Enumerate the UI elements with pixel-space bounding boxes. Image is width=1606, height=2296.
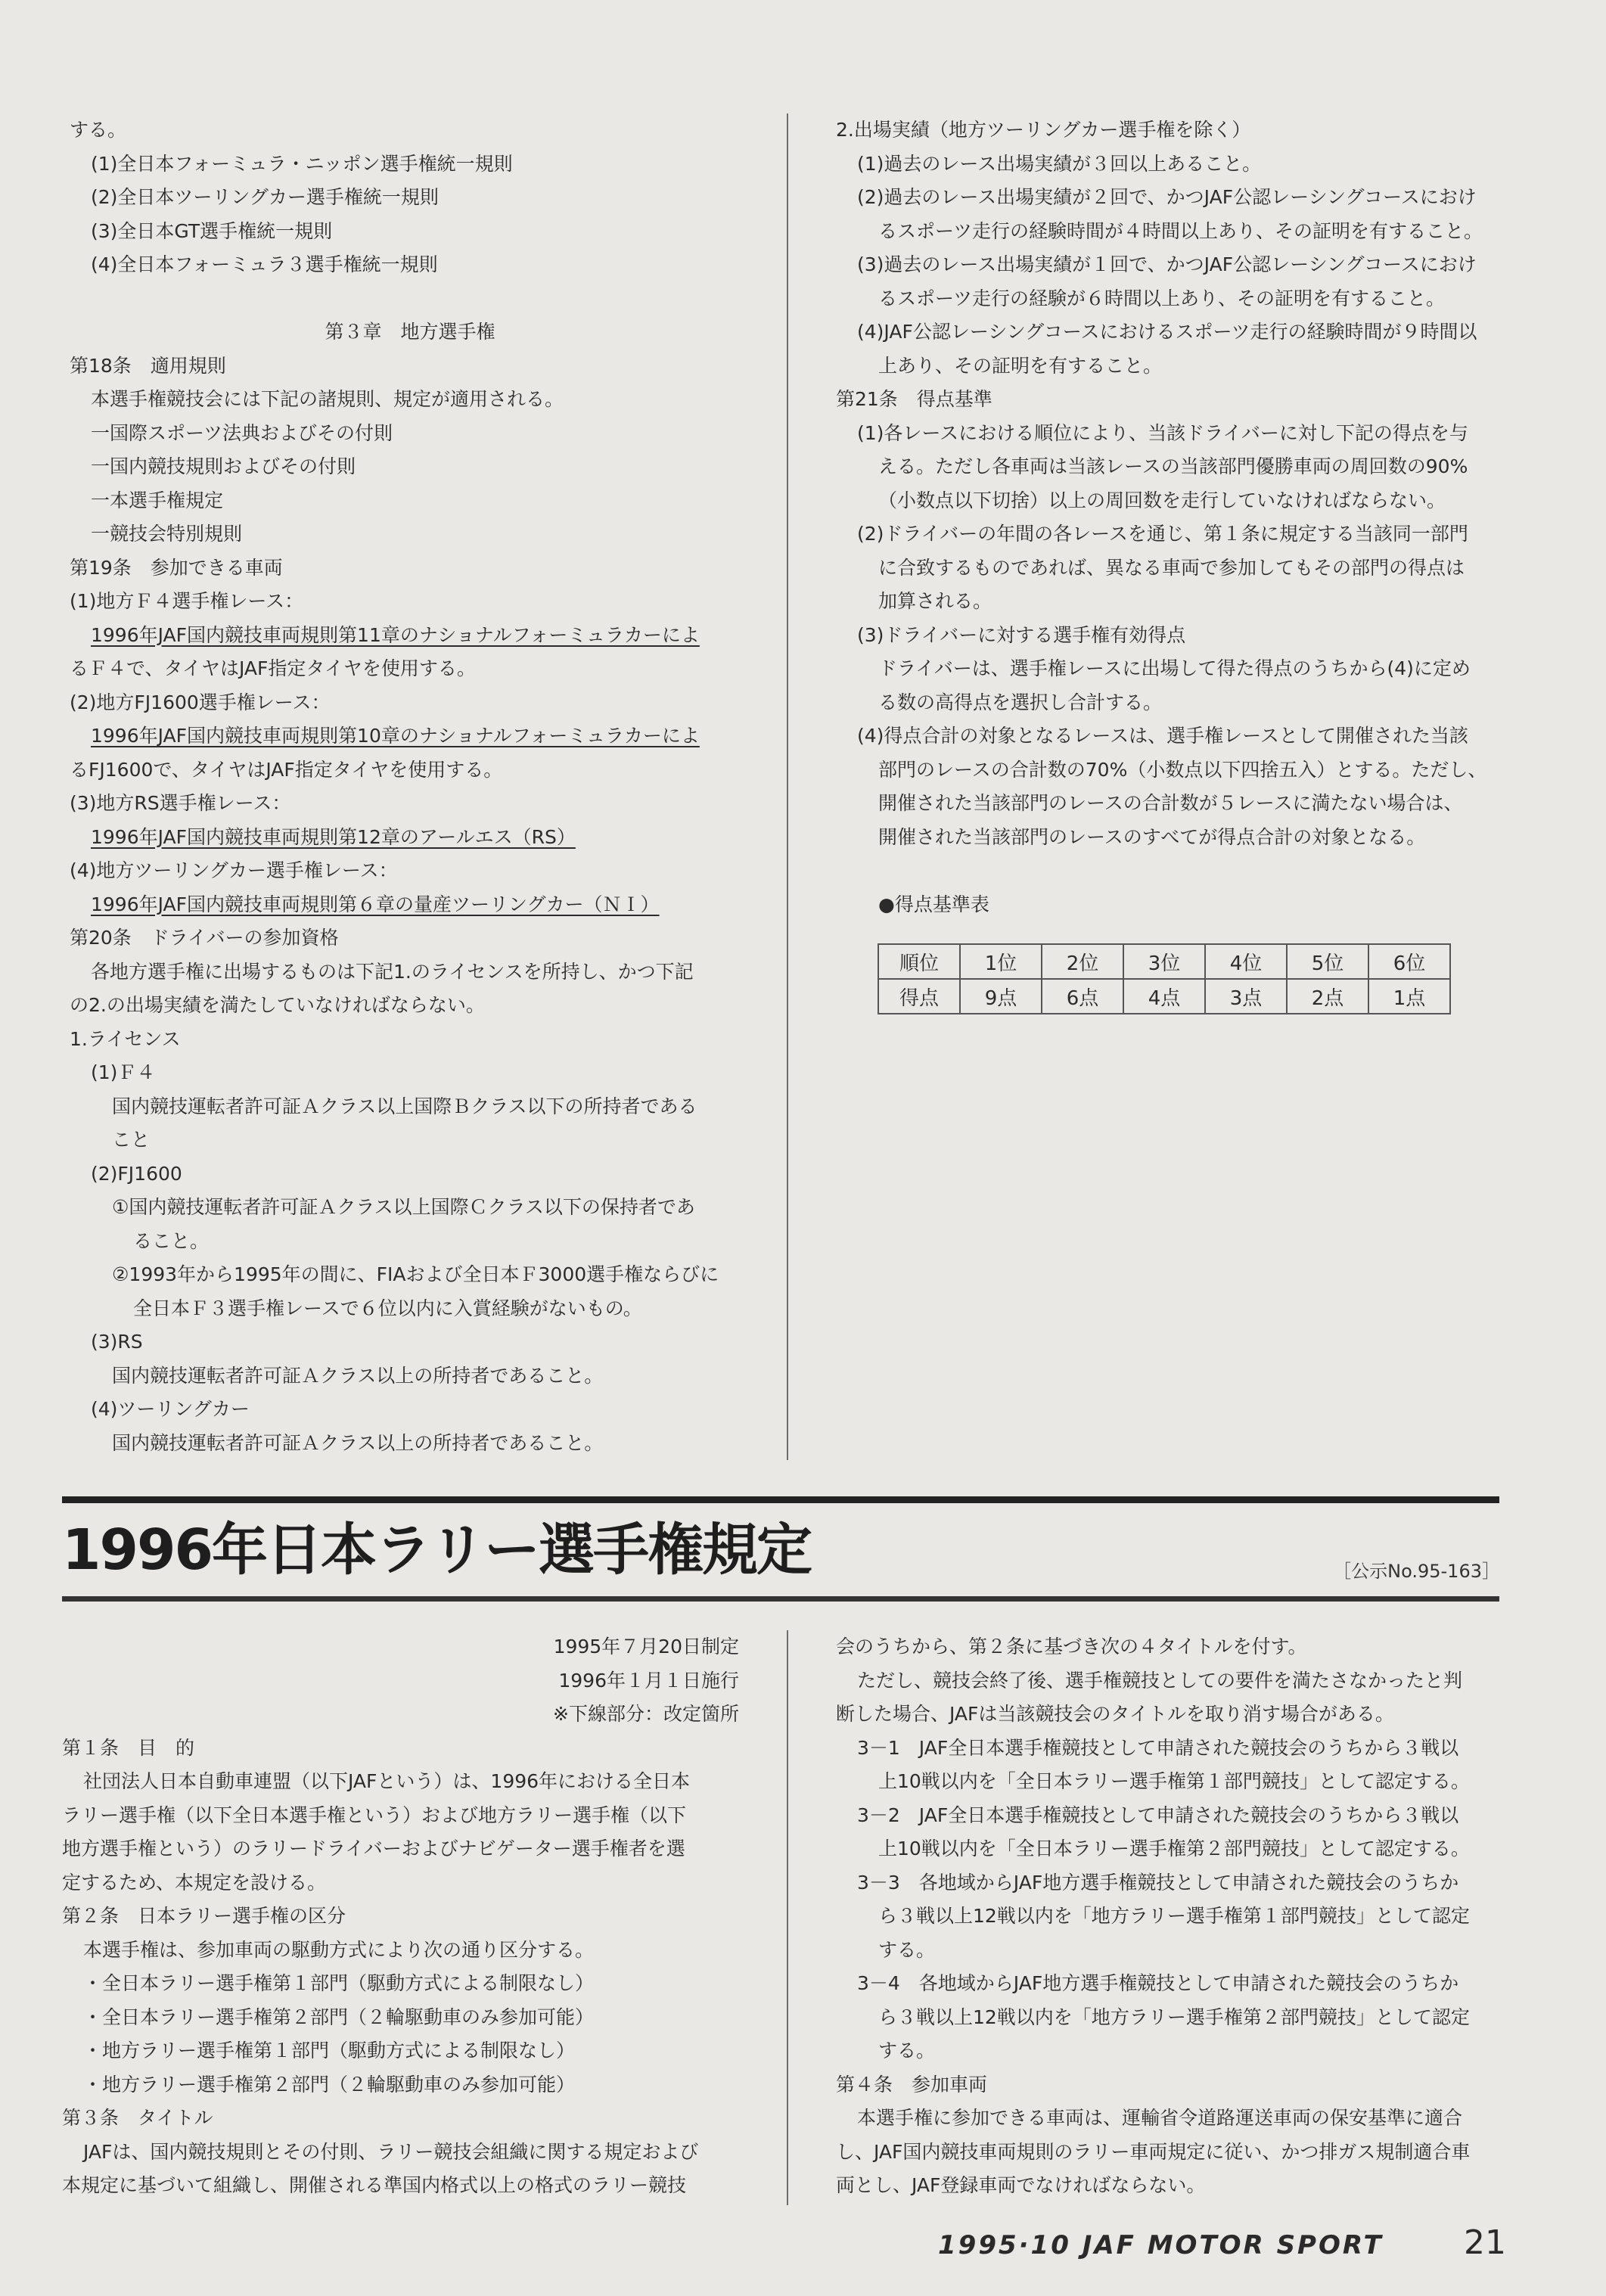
text-line: 上10戦以内を「全日本ラリー選手権第２部門競技」として認定する。 — [878, 1838, 1470, 1859]
table-cell: 2位 — [1042, 944, 1123, 979]
text-line: (3)過去のレース出場実績が１回で、かつJAF公認レーシングコースにおけ — [857, 253, 1477, 275]
upper-right-column — [836, 113, 1517, 921]
text-line: 国内競技運転者許可証Ａクラス以上国際Ｂクラス以下の所持者である — [112, 1095, 697, 1117]
section-bottom-rule — [62, 1596, 1499, 1602]
effective-date: 1996年１月１日施行 — [558, 1669, 739, 1692]
text-line: こと — [112, 1129, 151, 1151]
text-line: 本規定に基づいて組織し、開催される準国内格式以上の格式のラリー競技 — [62, 2174, 687, 2196]
text-line: 開催された当該部門のレースのすべてが得点合計の対象となる。 — [878, 825, 1426, 848]
text-line: (2)地方FJ1600選手権レース： — [70, 691, 331, 713]
article-heading: 第２条 日本ラリー選手権の区分 — [62, 1905, 346, 1927]
text-line: 1.ライセンス — [70, 1027, 181, 1050]
text-line: るスポーツ走行の経験が６時間以上あり、その証明を有すること。 — [878, 287, 1446, 309]
text-line: 一国内競技規則およびその付則 — [91, 455, 356, 477]
text-line: 3－2 JAF全日本選手権競技として申請された競技会のうちから３戦以 — [857, 1804, 1459, 1826]
text-line: 1996年JAF国内競技車両規則第６章の量産ツーリングカー（ＮＩ） — [91, 893, 660, 915]
text-line: る数の高得点を選択し合計する。 — [878, 691, 1163, 713]
text-line: 全日本Ｆ３選手権レースで６位以内に入賞経験がないもの。 — [133, 1297, 642, 1319]
text-line: の2.の出場実績を満たしていなければならない。 — [70, 994, 485, 1016]
text-line: ドライバーは、選手権レースに出場して得た得点のうちから(4)に定め — [878, 657, 1471, 679]
text-line: (1)地方Ｆ４選手権レース： — [70, 590, 304, 612]
text-line: 上10戦以内を「全日本ラリー選手権第１部門競技」として認定する。 — [878, 1770, 1470, 1792]
page-number: 21 — [1464, 2223, 1506, 2262]
text-line: ラリー選手権（以下全日本選手権という）および地方ラリー選手権（以下 — [62, 1804, 687, 1826]
text-line: 部門のレースの合計数の70%（小数点以下四捨五入）とする。ただし、 — [878, 758, 1487, 781]
revision-note: ※下線部分：改定箇所 — [553, 1703, 739, 1725]
text-line: 3－1 JAF全日本選手権競技として申請された競技会のうちから３戦以 — [857, 1736, 1459, 1759]
text-line: 社団法人日本自動車連盟（以下JAFという）は、1996年における全日本 — [83, 1770, 691, 1792]
list-item: ・地方ラリー選手権第２部門（２輪駆動車のみ参加可能） — [83, 2073, 576, 2096]
text-line: るＦ４で、タイヤはJAF指定タイヤを使用する。 — [70, 657, 476, 679]
text-line: (2)全日本ツーリングカー選手権統一規則 — [91, 186, 439, 208]
text-line: 3－4 各地域からJAF地方選手権競技として申請された競技会のうちか — [857, 1972, 1459, 1994]
text-line: 断した場合、JAFは当該競技会のタイトルを取り消す場合がある。 — [836, 1703, 1394, 1725]
table-cell: 6位 — [1368, 944, 1450, 979]
text-line: 両とし、JAF登録車両でなければならない。 — [836, 2174, 1206, 2196]
lower-left-column — [62, 1630, 739, 2203]
text-line: ら３戦以上12戦以内を「地方ラリー選手権第１部門競技」として認定 — [878, 1905, 1470, 1927]
text-line — [70, 282, 750, 316]
table-row — [878, 979, 1450, 1014]
score-table — [878, 943, 1451, 1014]
text-line: 本選手権は、参加車両の駆動方式により次の通り区分する。 — [83, 1938, 595, 1961]
text-line: （小数点以下切捨）以上の周回数を走行していなければならない。 — [878, 489, 1446, 511]
list-item: ・全日本ラリー選手権第２部門（２輪駆動車のみ参加可能） — [83, 2006, 595, 2028]
text-line: に合致するものであれば、異なる車両で参加してもその部門の得点は — [878, 556, 1465, 579]
enactment-date: 1995年７月20日制定 — [553, 1636, 739, 1658]
article-heading: 第20条 ドライバーの参加資格 — [70, 927, 339, 949]
text-line: (2)過去のレース出場実績が２回で、かつJAF公認レーシングコースにおけ — [857, 186, 1477, 208]
article-heading: 第３条 タイトル — [62, 2107, 213, 2129]
section-title: 1996年日本ラリー選手権規定 — [62, 1518, 811, 1583]
text-line: (3)地方RS選手権レース： — [70, 792, 291, 814]
text-line: (1)過去のレース出場実績が３回以上あること。 — [857, 152, 1262, 175]
text-line: ②1993年から1995年の間に、FIAおよび全日本Ｆ3000選手権ならびに — [112, 1263, 719, 1285]
table-cell: 得点 — [878, 979, 960, 1014]
text-line: する。 — [70, 119, 127, 141]
text-line: 1996年JAF国内競技車両規則第12章のアールエス（RS） — [91, 825, 576, 848]
text-line: (1)Ｆ４ — [91, 1061, 156, 1083]
text-line: 一競技会特別規則 — [91, 523, 243, 545]
text-line: (4)ツーリングカー — [91, 1398, 250, 1420]
article-heading: 第１条 目 的 — [62, 1736, 195, 1759]
upper-left-column — [70, 113, 750, 1460]
text-line: 本選手権に参加できる車両は、運輸省令道路運送車両の保安基準に適合 — [857, 2107, 1463, 2129]
list-item: ・地方ラリー選手権第１部門（駆動方式による制限なし） — [83, 2040, 576, 2061]
table-cell: 4点 — [1123, 979, 1205, 1014]
text-line: (4)全日本フォーミュラ３選手権統一規則 — [91, 253, 438, 275]
text-line: JAFは、国内競技規則とその付則、ラリー競技会組織に関する規定および — [83, 2140, 699, 2163]
notice-number: ［公示No.95-163］ — [1333, 1561, 1500, 1582]
text-line: (2)FJ1600 — [91, 1162, 182, 1185]
text-line: (3)ドライバーに対する選手権有効得点 — [857, 623, 1186, 646]
chapter-heading: 第３章 地方選手権 — [325, 321, 495, 343]
text-line — [836, 854, 1517, 888]
table-caption: ●得点基準表 — [878, 893, 989, 915]
text-line: ら３戦以上12戦以内を「地方ラリー選手権第２部門競技」として認定 — [878, 2006, 1470, 2028]
table-row — [878, 944, 1450, 979]
table-cell: 9点 — [960, 979, 1042, 1014]
text-line: 定するため、本規定を設ける。 — [62, 1871, 327, 1894]
text-line: する。 — [878, 1938, 936, 1961]
list-item: ・全日本ラリー選手権第１部門（駆動方式による制限なし） — [83, 1972, 595, 1994]
text-line: 本選手権競技会には下記の諸規則、規定が適用される。 — [91, 388, 564, 410]
text-line: 3－3 各地域からJAF地方選手権競技として申請された競技会のうちか — [857, 1871, 1459, 1894]
text-line: るスポーツ走行の経験時間が４時間以上あり、その証明を有すること。 — [878, 219, 1483, 242]
text-line: ること。 — [133, 1229, 210, 1252]
article-heading: 2.出場実績（地方ツーリングカー選手権を除く） — [836, 119, 1251, 141]
column-divider-lower — [787, 1630, 788, 2205]
text-line: (3)RS — [91, 1331, 143, 1353]
table-cell: 3点 — [1205, 979, 1287, 1014]
text-line: 会のうちから、第２条に基づき次の４タイトルを付す。 — [836, 1636, 1307, 1658]
text-line: し、JAF国内競技車両規則のラリー車両規定に従い、かつ排ガス規制適合車 — [836, 2140, 1471, 2163]
table-cell: 3位 — [1123, 944, 1205, 979]
table-cell: 1位 — [960, 944, 1042, 979]
magazine-footer: 1995·10 JAF MOTOR SPORT — [938, 2230, 1384, 2260]
text-line: 1996年JAF国内競技車両規則第11章のナショナルフォーミュラカーによ — [91, 623, 700, 646]
text-line: (2)ドライバーの年間の各レースを通じ、第１条に規定する当該同一部門 — [857, 523, 1468, 545]
text-line: 上あり、その証明を有すること。 — [878, 354, 1163, 377]
text-line: (1)各レースにおける順位により、当該ドライバーに対し下記の得点を与 — [857, 421, 1468, 444]
article-heading: 第４条 参加車両 — [836, 2073, 988, 2096]
text-line: (4)地方ツーリングカー選手権レース： — [70, 859, 398, 881]
column-divider-upper — [787, 113, 788, 1460]
text-line: (1)全日本フォーミュラ・ニッポン選手権統一規則 — [91, 152, 513, 175]
text-line: 加算される。 — [878, 590, 992, 612]
text-line: ①国内競技運転者許可証Ａクラス以上国際Ｃクラス以下の保持者であ — [112, 1196, 695, 1218]
table-cell: 1点 — [1368, 979, 1450, 1014]
text-line: 一国際スポーツ法典およびその付則 — [91, 421, 393, 444]
table-cell: 順位 — [878, 944, 960, 979]
text-line: 国内競技運転者許可証Ａクラス以上の所持者であること。 — [112, 1431, 604, 1454]
text-line: 1996年JAF国内競技車両規則第10章のナショナルフォーミュラカーによ — [91, 725, 700, 747]
text-line: 一本選手権規定 — [91, 489, 224, 511]
table-cell: 2点 — [1287, 979, 1368, 1014]
section-top-rule — [62, 1496, 1499, 1503]
article-heading: 第18条 適用規則 — [70, 354, 226, 377]
text-line: 各地方選手権に出場するものは下記1.のライセンスを所持し、かつ下記 — [91, 960, 694, 983]
text-line: 開催された当該部門のレースの合計数が５レースに満たない場合は、 — [878, 792, 1463, 814]
text-line: ただし、競技会終了後、選手権競技としての要件を満たさなかったと判 — [857, 1669, 1463, 1692]
text-line: るFJ1600で、タイヤはJAF指定タイヤを使用する。 — [70, 758, 503, 781]
table-cell: 5位 — [1287, 944, 1368, 979]
text-line: (4)JAF公認レーシングコースにおけるスポーツ走行の経験時間が９時間以 — [857, 321, 1477, 343]
article-heading: 第21条 得点基準 — [836, 388, 992, 410]
text-line: (3)全日本GT選手権統一規則 — [91, 219, 333, 242]
table-cell: 4位 — [1205, 944, 1287, 979]
text-line: 地方選手権という）のラリードライバーおよびナビゲーター選手権者を選 — [62, 1838, 685, 1859]
lower-right-column — [836, 1630, 1517, 2203]
article-heading: 第19条 参加できる車両 — [70, 556, 283, 579]
text-line: える。ただし各車両は当該レースの当該部門優勝車両の周回数の90% — [878, 455, 1468, 477]
text-line: (4)得点合計の対象となるレースは、選手権レースとして開催された当該 — [857, 725, 1468, 747]
table-cell: 6点 — [1042, 979, 1123, 1014]
text-line: する。 — [878, 2040, 936, 2061]
text-line: 国内競技運転者許可証Ａクラス以上の所持者であること。 — [112, 1364, 604, 1387]
